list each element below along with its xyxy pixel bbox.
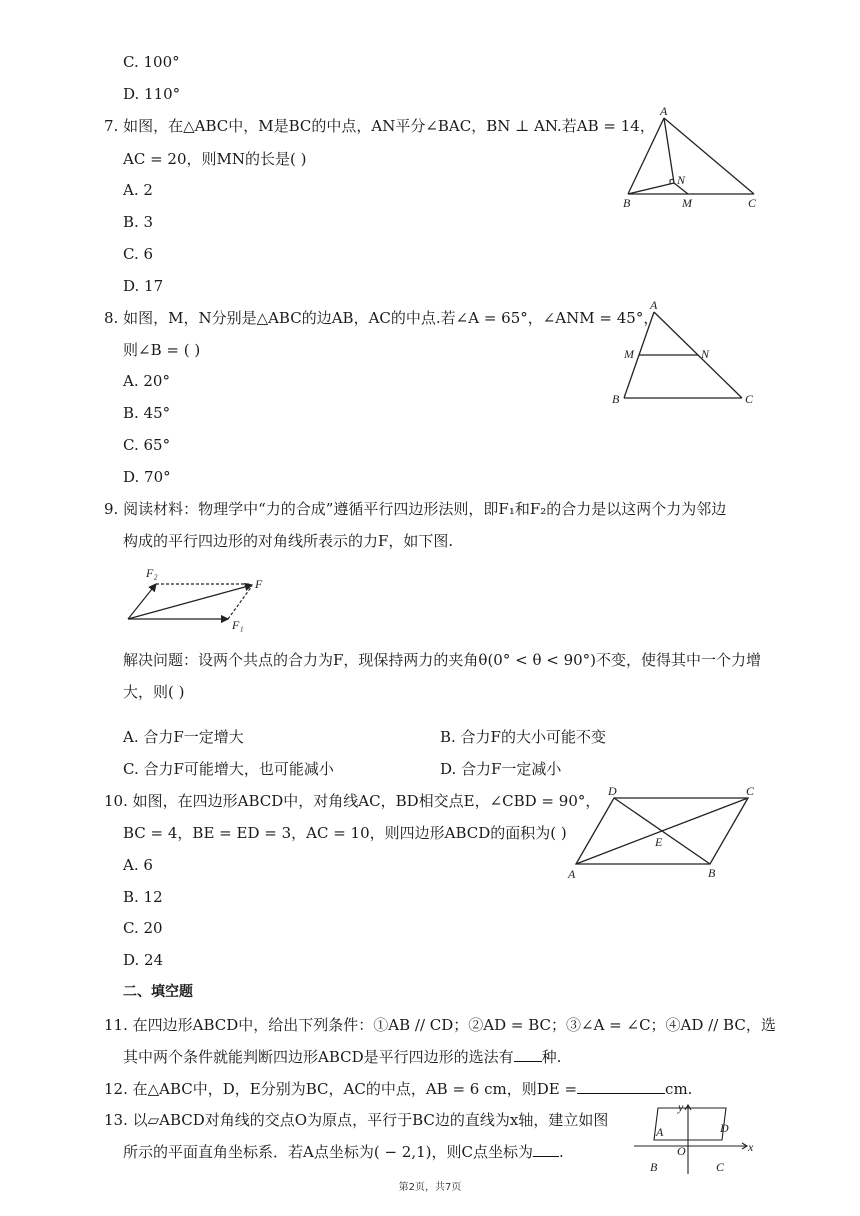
- q7-label-m: M: [682, 196, 692, 210]
- q8-label-c: C: [745, 392, 754, 406]
- q13-stem-line2: [123, 1142, 564, 1162]
- q7-option-d: D. 17: [123, 277, 164, 295]
- q9-label-f: F: [255, 577, 263, 591]
- q11-stem-line2: [123, 1047, 561, 1067]
- q8-label-b: B: [612, 392, 620, 406]
- q9-label-f2: F₂: [146, 566, 158, 580]
- q8-option-b: B. 45°: [123, 404, 171, 422]
- q12-stem-text: 12. 在△ABC中，D，E分别为BC，AC的中点，AB = 6 cm，则DE =: [104, 1080, 578, 1098]
- q7-label-b: B: [623, 196, 631, 210]
- q7-stem-line1: 7. 如图，在△ABC中，M是BC的中点，AN平分∠BAC，BN ⊥ AN.若AB = 14，: [104, 117, 655, 135]
- q7-label-a: A: [660, 104, 668, 118]
- q10-option-a: A. 6: [123, 856, 153, 874]
- q13-label-d: D: [720, 1121, 729, 1135]
- q13-stem-line2-text: 所示的平面直角坐标系．若A点坐标为( − 2,1)，则C点坐标为: [123, 1143, 533, 1161]
- q8-triangle-figure: [608, 296, 768, 408]
- q8-stem-line1: 8. 如图，M，N分别是△ABC的边AB，AC的中点.若∠A = 65°，∠ANM = 45°，: [104, 309, 659, 327]
- q10-label-e: E: [655, 835, 663, 849]
- q7-option-b: B. 3: [123, 213, 154, 231]
- q10-label-b: B: [708, 866, 716, 880]
- q9-option-b: B. 合力F的大小可能不变: [440, 728, 606, 746]
- q9-stem-line1: 9. 阅读材料：物理学中“力的合成”遵循平行四边形法则，即F₁和F₂的合力是以这两个力为邻边: [104, 500, 727, 518]
- q10-label-c: C: [746, 784, 755, 798]
- q11-stem-line1: 11. 在四边形ABCD中，给出下列条件：①AB // CD；②AD = BC；③∠A = ∠C；④AD // BC，选: [104, 1016, 776, 1034]
- q10-label-d: D: [608, 784, 617, 798]
- q8-stem-line2: 则∠B = ( ): [123, 341, 201, 359]
- q10-stem-line1: 10. 如图，在四边形ABCD中，对角线AC，BD相交点E，∠CBD = 90°，: [104, 792, 601, 810]
- q10-quadrilateral-figure: [562, 782, 762, 884]
- q13-label-o: O: [677, 1144, 686, 1158]
- q6-option-d: D. 110°: [123, 85, 181, 103]
- q9-option-a: A. 合力F一定增大: [123, 728, 244, 746]
- q11-stem-line2-text: 其中两个条件就能判断四边形ABCD是平行四边形的选法有: [123, 1048, 514, 1066]
- q11-stem-line2-suffix: 种.: [541, 1048, 562, 1066]
- q10-stem-line2: BC = 4，BE = ED = 3，AC = 10，则四边形ABCD的面积为( ): [123, 824, 567, 842]
- section-heading-fill-in: 二、填空题: [123, 984, 193, 1000]
- q9-option-c: C. 合力F可能增大，也可能减小: [123, 760, 334, 778]
- q8-option-d: D. 70°: [123, 468, 171, 486]
- q10-option-d: D. 24: [123, 951, 164, 969]
- q8-label-m: M: [624, 347, 634, 361]
- q10-option-b: B. 12: [123, 888, 163, 906]
- q12-stem: [104, 1079, 692, 1099]
- q12-stem-suffix: cm.: [665, 1080, 693, 1098]
- q10-option-c: C. 20: [123, 919, 163, 937]
- q8-label-n: N: [701, 347, 710, 361]
- q7-stem-line2: AC = 20，则MN的长是( ): [123, 150, 307, 168]
- q13-answer-blank[interactable]: [533, 1142, 559, 1157]
- q8-label-a: A: [650, 298, 658, 312]
- q13-label-c: C: [716, 1160, 725, 1174]
- q9-stem-line4: 大，则( ): [123, 683, 185, 701]
- q13-label-b: B: [650, 1160, 658, 1174]
- q7-option-a: A. 2: [123, 181, 153, 199]
- q7-label-c: C: [748, 196, 757, 210]
- q7-option-c: C. 6: [123, 245, 154, 263]
- q7-triangle-figure: [612, 104, 772, 210]
- q13-coordinate-figure: [630, 1100, 760, 1174]
- q13-stem-line1: 13. 以▱ABCD对角线的交点O为原点，平行于BC边的直线为x轴，建立如图: [104, 1111, 609, 1129]
- q10-label-a: A: [568, 867, 576, 881]
- q7-label-n: N: [677, 173, 686, 187]
- q8-option-a: A. 20°: [123, 372, 170, 390]
- q8-option-c: C. 65°: [123, 436, 171, 454]
- q13-label-y: y: [678, 1100, 684, 1114]
- q9-force-parallelogram-figure: [118, 562, 268, 634]
- q11-answer-blank[interactable]: [514, 1047, 542, 1062]
- q13-stem-line2-suffix: .: [558, 1143, 564, 1161]
- q9-label-f1: F₁: [232, 618, 244, 632]
- q6-option-c: C. 100°: [123, 53, 180, 71]
- q9-stem-line3: 解决问题：设两个共点的合力为F，现保持两力的夹角θ(0° < θ < 90°)不变，使得其中一个力增: [123, 651, 762, 669]
- q9-stem-line2: 构成的平行四边形的对角线所表示的力F，如下图.: [123, 532, 454, 550]
- q12-answer-blank[interactable]: [577, 1079, 665, 1094]
- q13-label-x: x: [748, 1140, 754, 1154]
- q9-option-d: D. 合力F一定减小: [440, 760, 562, 778]
- q13-label-a: A: [656, 1125, 664, 1139]
- page-footer: 第2页，共7页: [398, 1182, 462, 1193]
